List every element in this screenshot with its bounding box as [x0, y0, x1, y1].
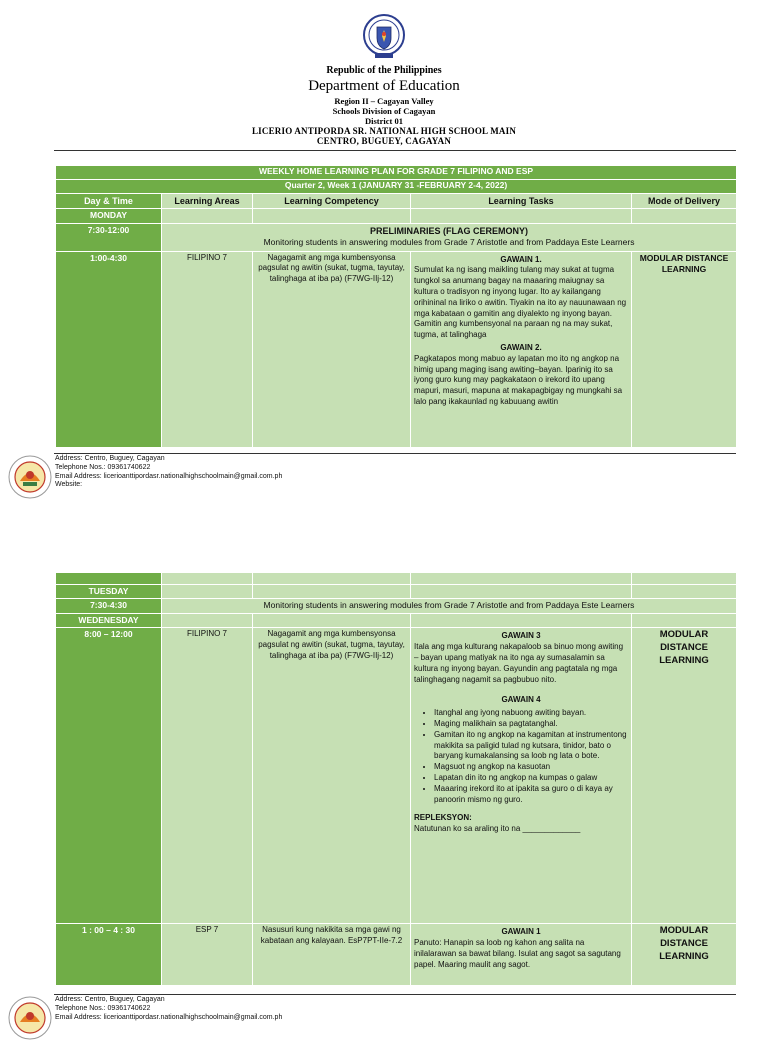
school-seal-logo	[8, 996, 52, 1040]
list-item: • Gamitan ito ng angkop na kagamitan at instrumentong makikita sa paligid tulad ng kutsara, tinidor, bato o baryang kumakalansing sa loob ng lata o bote.	[434, 730, 628, 762]
gawain-list	[414, 708, 628, 805]
col-header-mode-of-delivery: Mode of Delivery	[632, 194, 737, 209]
col-header-learning-tasks: Learning Tasks	[411, 194, 632, 209]
weekly-plan-table	[55, 165, 737, 448]
col-header-day-time: Day & Time	[56, 194, 162, 209]
list-item: • Magsuot ng angkop na kasuotan	[434, 762, 628, 773]
gawain-text: Sumulat ka ng isang maikling tulang may sukat at tugma tungkol sa anumang bagay na maaaring maiugnay sa kultura o tradisyon ng inyong lugar. Ito ay kailangang orihininal na liriko o awitin. Tiyakin na ito ay nauunawaan ng mga kabataan o gamitin ang diyalekto ng inyong bayan. Gamitin ang kumbensyonal na paraan ng na may sukat, tugma, at talinghaga	[414, 265, 627, 340]
gawain-title: GAWAIN 1	[501, 927, 541, 937]
district-heading: District 01	[364, 116, 403, 126]
plan-title: WEEKLY HOME LEARNING PLAN FOR GRADE 7 FILIPINO AND ESP	[56, 166, 737, 180]
school-location: CENTRO, BUGUEY, CAGAYAN	[316, 136, 452, 146]
list-item: • Lapatan din ito ng angkop na kumpas o galaw	[434, 773, 628, 784]
plan-quarter: Quarter 2, Week 1 (JANUARY 31 -FEBRUARY 2-4, 2022)	[56, 180, 737, 194]
footer-telephone: Telephone Nos.: 09361740622	[55, 463, 151, 471]
time-slot: 7:30-12:00	[56, 223, 162, 251]
list-item: • Maging malikhain sa pagtatanghal.	[434, 719, 628, 730]
learning-competency-cell: Nasusuri kung nakikita sa mga gawi ng kabataan ang kalayaan. EsP7PT-IIe-7.2	[253, 924, 411, 986]
mode-of-delivery-cell: MODULAR DISTANCE LEARNING	[632, 924, 737, 986]
mode-of-delivery-cell: MODULAR DISTANCE LEARNING	[632, 251, 737, 447]
day-label-tuesday: TUESDAY	[56, 585, 162, 599]
learning-area-cell: ESP 7	[162, 924, 253, 986]
deped-seal-logo	[363, 14, 405, 60]
footer-address: Address: Centro, Buguey, Cagayan	[55, 455, 165, 462]
school-name: LICERIO ANTIPORDA SR. NATIONAL HIGH SCHOOL MAIN	[251, 126, 517, 136]
learning-competency-cell: Nagagamit ang mga kumbensyonsa pagsulat ng awitin (sukat, tugma, tayutay, talinghaga at iba pa) (F7WG-IIj-12)	[253, 628, 411, 924]
day-label-monday: MONDAY	[56, 209, 162, 223]
gawain-title: GAWAIN 1.	[500, 254, 542, 264]
list-item: • Maaaring irekord ito at ipakita sa guro o di kaya ay panoorin mismo ng guro.	[434, 784, 628, 806]
time-slot: 1 : 00 – 4 : 30	[56, 924, 162, 986]
reflection-title: REPLEKSYON:	[414, 813, 472, 823]
footer-address: Address: Centro, Buguey, Cagayan	[55, 996, 165, 1003]
gawain-text: Itala ang mga kulturang nakapaloob sa binuo mong awiting – bayan upang matiyak na ito nga ay sumasalamin sa kultura ng inyong bayan. Gayundin ang pagtatala ng mga talinghagang nagamit sa pagbubuo nito.	[414, 642, 624, 684]
gawain-text: Panuto: Hanapin sa loob ng kahon ang salita na inilalarawan sa bawat bilang. Isulat ang sagot sa sagutang papel. Maaring maulit ang sagot.	[414, 938, 621, 969]
republic-heading: Republic of the Philippines	[326, 65, 442, 76]
gawain-text: Pagkatapos mong mabuo ay lapatan mo ito ng angkop na himig upang maging isang awiting–bayan. Iparinig ito sa iyong guro kung may pagkakataon o irekord ito upang mapuri, masuri, mapuna at makapagbigay ng mungkahi sa lalo pang ikakaunlad ng kabuuang awitin	[414, 353, 623, 406]
col-header-learning-competency: Learning Competency	[253, 194, 411, 209]
monitoring-note: Monitoring students in answering modules from Grade 7 Aristotle and from Paddaya Este Learners	[162, 599, 737, 613]
mode-of-delivery-cell: MODULAR DISTANCE LEARNING	[632, 628, 737, 924]
footer-email: Email Address: licerioanttipordasr.nationalhighschoolmain@gmail.com.ph	[55, 472, 283, 480]
footer-telephone: Telephone Nos.: 09361740622	[55, 1004, 151, 1012]
learning-tasks-cell	[411, 251, 632, 447]
learning-tasks-cell	[411, 628, 632, 924]
region-heading: Region II – Cagayan Valley	[334, 96, 434, 106]
weekly-plan-table-continued	[55, 572, 737, 986]
learning-area-cell: FILIPINO 7	[162, 251, 253, 447]
footer-website: Website:	[55, 481, 83, 489]
footer-divider	[54, 994, 736, 995]
learning-competency-cell: Nagagamit ang mga kumbensyonsa pagsulat ng awitin (sukat, tugma, tayutay, talinghaga at iba pa) (F7WG-IIj-12)	[253, 251, 411, 447]
gawain-title: GAWAIN 2.	[500, 342, 542, 352]
department-heading: Department of Education	[308, 78, 460, 94]
preliminaries-title: PRELIMINARIES (FLAG CEREMONY)	[370, 225, 529, 236]
list-item: • Itanghal ang iyong nabuong awiting bayan.	[434, 708, 628, 719]
header-divider	[54, 150, 736, 151]
preliminaries-cell	[162, 223, 737, 251]
footer-email: Email Address: licerioanttipordasr.nationalhighschoolmain@gmail.com.ph	[55, 1013, 283, 1021]
time-slot: 7:30-4:30	[56, 599, 162, 613]
col-header-learning-areas: Learning Areas	[162, 194, 253, 209]
learning-tasks-cell	[411, 924, 632, 986]
day-label-wednesday: WEDENESDAY	[56, 613, 162, 627]
time-slot: 8:00 – 12:00	[56, 628, 162, 924]
division-heading: Schools Division of Cagayan	[332, 106, 436, 116]
learning-area-cell: FILIPINO 7	[162, 628, 253, 924]
gawain-title: GAWAIN 4	[501, 695, 541, 705]
footer-divider	[54, 453, 736, 454]
gawain-title: GAWAIN 3	[501, 631, 541, 641]
monitoring-note: Monitoring students in answering modules from Grade 7 Aristotle and from Paddaya Este Learners	[263, 236, 635, 247]
reflection-text: Natutunan ko sa araling ito na _____________	[414, 824, 581, 834]
school-seal-logo	[8, 455, 52, 499]
time-slot: 1:00-4:30	[56, 251, 162, 447]
